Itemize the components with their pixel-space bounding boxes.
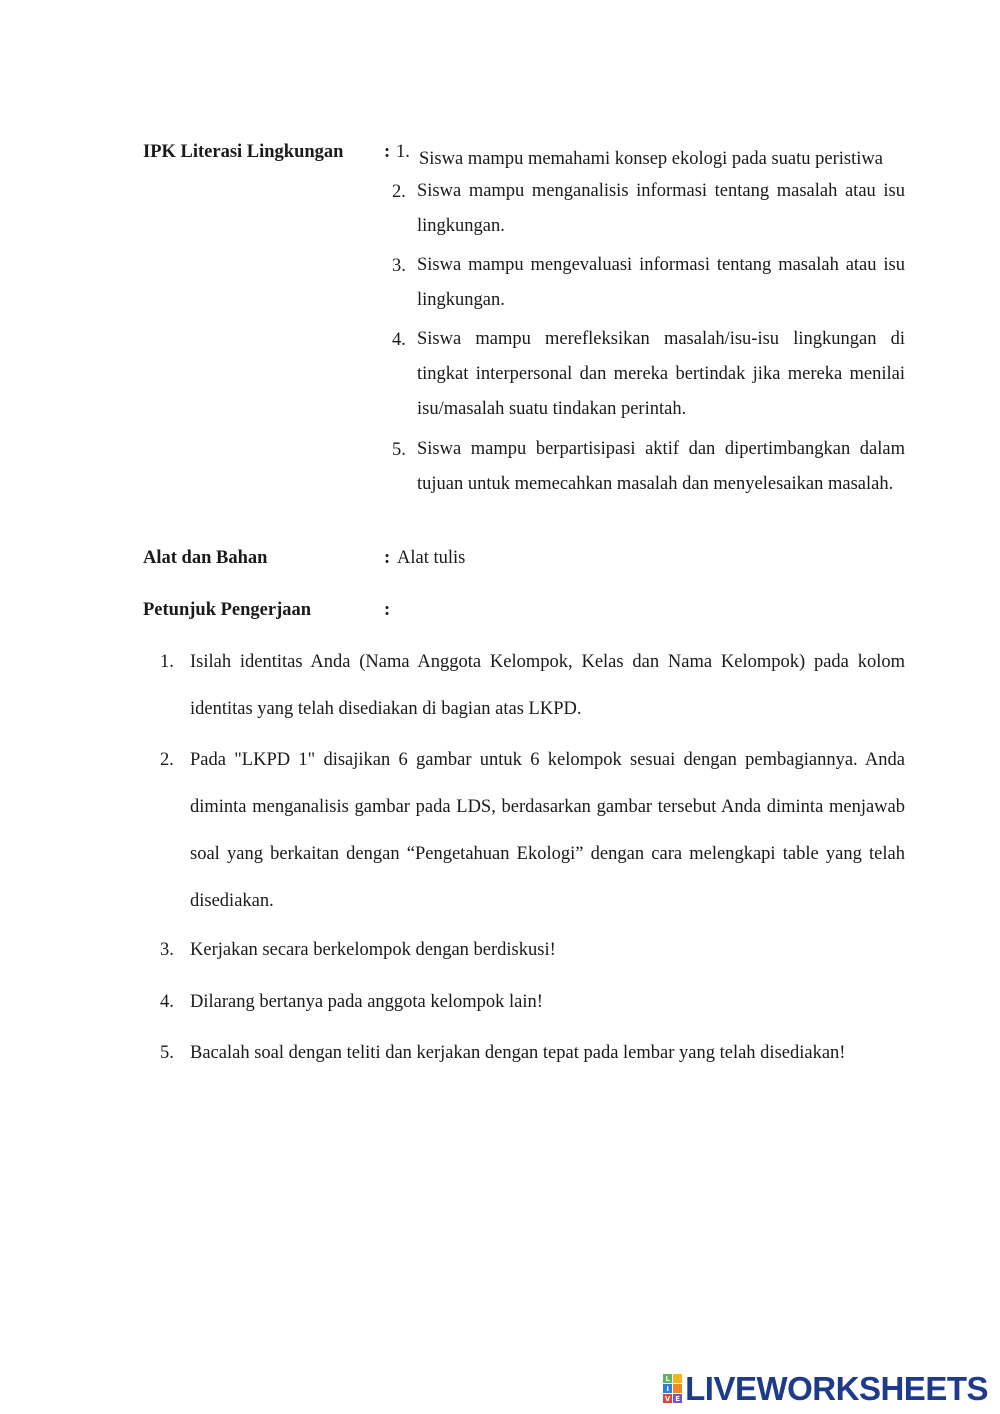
logo-letter-e: E bbox=[673, 1394, 682, 1403]
liveworksheets-logo[interactable] bbox=[663, 1372, 988, 1405]
petunjuk-item-number: 5. bbox=[160, 1043, 174, 1063]
ipk-item-number: 1. bbox=[396, 142, 410, 162]
ipk-item-text: Siswa mampu merefleksikan masalah/isu-isu lingkungan di tingkat interpersonal dan mereka bertindak jika mereka menilai isu/masalah suatu tindakan perintah. bbox=[417, 329, 905, 419]
petunjuk-item-text: Isilah identitas Anda (Nama Anggota Kelompok, Kelas dan Nama Kelompok) pada kolom identitas yang telah disediakan di bagian atas LKPD. bbox=[190, 652, 905, 719]
ipk-item-text: Siswa mampu memahami konsep ekologi pada suatu peristiwa bbox=[419, 149, 883, 169]
ipk-item-text: Siswa mampu mengevaluasi informasi tentang masalah atau isu lingkungan. bbox=[417, 255, 905, 310]
petunjuk-label: Petunjuk Pengerjaan bbox=[143, 600, 312, 620]
petunjuk-item-number: 4. bbox=[160, 992, 174, 1012]
alat-colon: : bbox=[384, 548, 391, 568]
petunjuk-item-number: 2. bbox=[160, 750, 174, 770]
petunjuk-item-number: 1. bbox=[160, 652, 174, 672]
ipk-item-number: 4. bbox=[392, 330, 406, 350]
ipk-item-number: 5. bbox=[392, 440, 406, 460]
liveworksheets-logo-icon bbox=[663, 1374, 682, 1403]
petunjuk-colon: : bbox=[384, 600, 391, 620]
petunjuk-item-text: Bacalah soal dengan teliti dan kerjakan dengan tepat pada lembar yang telah disediakan! bbox=[190, 1043, 846, 1063]
ipk-item-number: 3. bbox=[392, 256, 406, 276]
petunjuk-item-text: Pada "LKPD 1" disajikan 6 gambar untuk 6 kelompok sesuai dengan pembagiannya. Anda diminta menganalisis gambar pada LDS, berdasarkan gambar tersebut Anda diminta menjawab soal yang berkaitan dengan “Pengetahuan Ekologi” dengan cara melengkapi table yang telah disediakan. bbox=[190, 750, 905, 911]
ipk-item-text: Siswa mampu berpartisipasi aktif dan dipertimbangkan dalam tujuan untuk memecahkan masalah dan menyelesaikan masalah. bbox=[417, 439, 905, 494]
logo-block-yellow bbox=[673, 1374, 682, 1383]
ipk-label: IPK Literasi Lingkungan bbox=[143, 142, 344, 162]
logo-letter-v: V bbox=[664, 1394, 671, 1403]
logo-letter-l: L bbox=[663, 1374, 672, 1383]
petunjuk-item-text: Dilarang bertanya pada anggota kelompok lain! bbox=[190, 992, 543, 1012]
alat-label: Alat dan Bahan bbox=[143, 548, 268, 568]
ipk-item-text: Siswa mampu menganalisis informasi tentang masalah atau isu lingkungan. bbox=[417, 181, 905, 236]
logo-block-orange bbox=[673, 1384, 682, 1393]
liveworksheets-logo-text: LIVEWORKSHEETS bbox=[685, 1370, 988, 1407]
logo-letter-i: I bbox=[663, 1384, 672, 1393]
ipk-colon: : bbox=[384, 142, 391, 162]
alat-value: Alat tulis bbox=[397, 548, 466, 568]
petunjuk-item-text: Kerjakan secara berkelompok dengan berdiskusi! bbox=[190, 940, 556, 960]
ipk-item-number: 2. bbox=[392, 182, 406, 202]
petunjuk-item-number: 3. bbox=[160, 940, 174, 960]
